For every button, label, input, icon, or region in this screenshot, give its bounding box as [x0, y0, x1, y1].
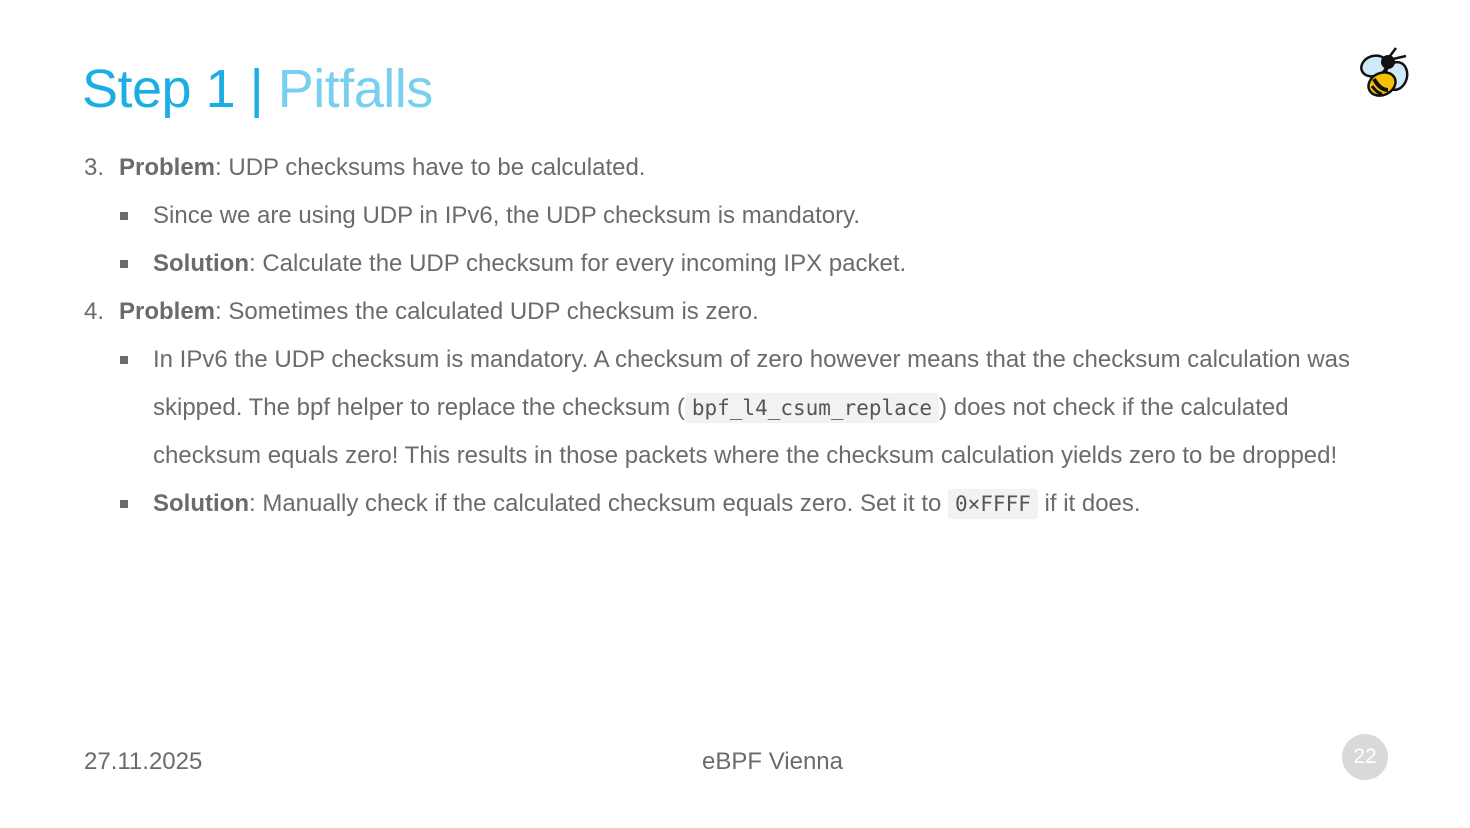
bullet-marker — [120, 212, 128, 220]
item-number: 3. — [84, 154, 105, 181]
item-text: ) does not check if the calculated checksum equals zero! This results in those packets where the checksum calculation yields zero to be dropped! — [153, 394, 1338, 469]
bee-icon — [1352, 46, 1416, 106]
footer-date: 27.11.2025 — [84, 748, 203, 775]
list-item — [84, 480, 1374, 528]
item-label: Solution — [153, 250, 249, 277]
bullet-marker — [120, 500, 128, 508]
list-item — [84, 288, 1374, 336]
item-text: : Sometimes the calculated UDP checksum is zero. — [215, 298, 759, 325]
title-main: Step 1 — [82, 59, 236, 119]
item-text: : Calculate the UDP checksum for every incoming IPX packet. — [248, 250, 907, 277]
inline-code: bpf_l4_csum_replace — [685, 393, 939, 423]
list-item — [84, 336, 1374, 480]
list-item — [84, 240, 1374, 288]
bullet-marker — [120, 260, 128, 268]
page-number-badge: 22 — [1342, 734, 1388, 780]
item-text: In IPv6 the UDP checksum is mandatory. A checksum of zero however means that the checksum calculation was skipped. The bpf helper to replace the checksum ( — [153, 346, 1350, 421]
list-item — [84, 192, 1374, 240]
item-text: : Manually check if the calculated checksum equals zero. Set it to — [248, 490, 948, 517]
slide-title — [82, 56, 433, 122]
list-item — [84, 144, 1374, 192]
item-text: if it does. — [1037, 490, 1141, 517]
inline-code: 0×FFFF — [948, 489, 1038, 519]
item-text: : UDP checksums have to be calculated. — [215, 154, 646, 181]
bullet-marker — [120, 356, 128, 364]
item-text: Since we are using UDP in IPv6, the UDP checksum is mandatory. — [153, 202, 860, 229]
title-subtitle: Pitfalls — [277, 59, 433, 119]
item-label: Problem — [119, 298, 216, 325]
title-separator: | — [249, 59, 264, 119]
footer-event: eBPF Vienna — [702, 748, 843, 775]
item-number: 4. — [84, 298, 105, 325]
item-label: Solution — [153, 490, 249, 517]
slide-body — [84, 144, 1374, 528]
item-label: Problem — [119, 154, 216, 181]
